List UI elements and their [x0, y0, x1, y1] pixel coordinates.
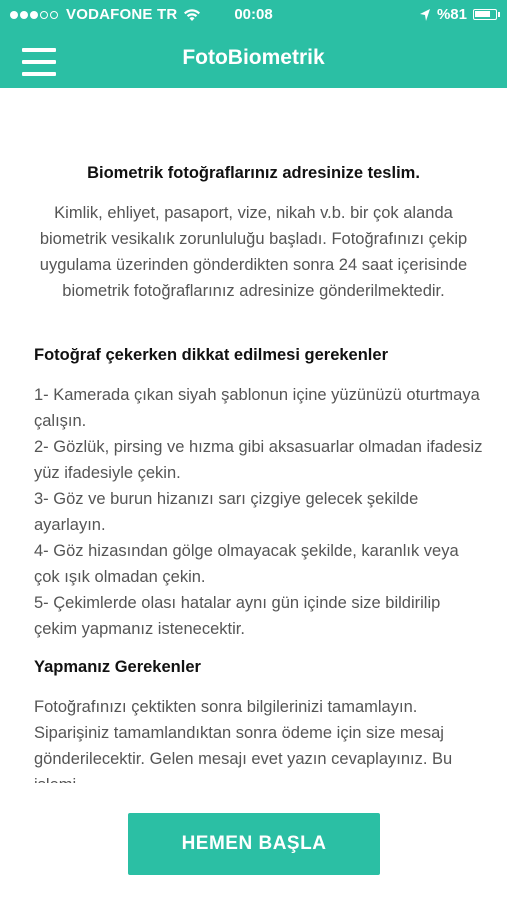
- list-item: 1- Kamerada çıkan siyah şablonun içine yüzünüzü oturtmaya çalışın.: [34, 386, 480, 430]
- start-now-button[interactable]: HEMEN BAŞLA: [128, 813, 380, 875]
- todo-body: Fotoğrafınızı çektikten sonra bilgilerinizi tamamlayın. Siparişiniz tamamlandıktan sonra ödeme için size mesaj gönderilecektir. Gelen mesajı evet yazın cevaplayınız. Bu: [34, 698, 453, 768]
- status-bar: [0, 0, 507, 30]
- status-right: [419, 6, 497, 23]
- intro-heading: Biometrik fotoğraflarınız adresinize teslim.: [87, 164, 420, 182]
- intro-body: Kimlik, ehliyet, pasaport, vize, nikah v.b. bir çok alanda biometrik vesikalık zorunluluğu başladı. Fotoğrafınızı çekip uygulama üzerinden gönderdikten sonra 24 saat içerisinde biometrik fotoğraflarınız adresinize gönderilmektedir.: [39, 204, 468, 300]
- battery-icon: [473, 9, 497, 20]
- instructions-heading: Fotoğraf çekerken dikkat edilmesi gerekenler: [34, 346, 388, 364]
- carrier-name: VODAFONE TR: [66, 6, 178, 23]
- battery-fill: [475, 11, 490, 17]
- app-title: FotoBiometrik: [182, 46, 325, 69]
- app-header: [0, 0, 507, 88]
- list-item: 2- Gözlük, pirsing ve hızma gibi aksasuarlar olmadan ifadesiz yüz ifadesiyle çekin.: [34, 438, 483, 482]
- list-item: 5- Çekimlerde olası hatalar aynı gün içinde size bildirilip çekim yapmanız istenecektir.: [34, 594, 441, 638]
- list-item: 3- Göz ve burun hizanızı sarı çizgiye gelecek şekilde ayarlayın.: [34, 490, 419, 534]
- location-arrow-icon: [419, 8, 431, 22]
- scroll-content[interactable]: [0, 88, 507, 783]
- instructions-list: [34, 382, 484, 642]
- cta-area: [0, 783, 507, 900]
- battery-percentage: %81: [436, 6, 467, 23]
- list-item: 4- Göz hizasından gölge olmayacak şekilde, karanlık veya çok ışık olmadan çekin.: [34, 542, 459, 586]
- todo-heading: Yapmanız Gerekenler: [34, 658, 201, 676]
- status-time: 00:08: [234, 6, 273, 23]
